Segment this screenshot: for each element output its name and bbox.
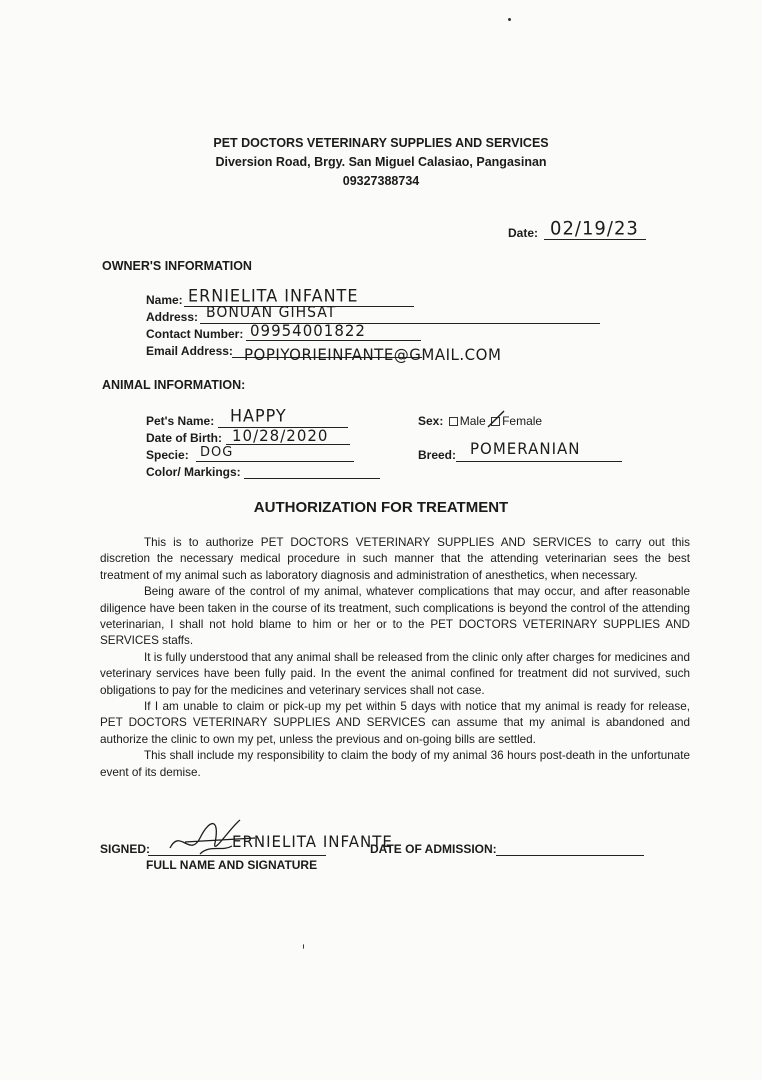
company-address: Diversion Road, Brgy. San Miguel Calasiao, Pangasinan xyxy=(215,155,547,169)
owner-email-label: Email Address: xyxy=(146,344,233,358)
authorization-title: AUTHORIZATION FOR TREATMENT xyxy=(253,499,509,516)
specie-label: Specie: xyxy=(146,448,189,462)
date-of-admission-label: DATE OF ADMISSION: xyxy=(370,842,497,856)
pet-name-value: HAPPY xyxy=(230,405,287,426)
owner-address-value: BONUAN GIHSAT xyxy=(206,304,337,322)
authorization-paragraph: This is to authorize PET DOCTORS VETERINARY SUPPLIES AND SERVICES to carry out this discretion the necessary medical procedure in such manner that the attending veterinarian sees the best treatment of my animal such as laboratory diagnosis and administration of anesthetics, when necessary. xyxy=(100,536,690,582)
signed-name-value: ERNIELITA INFANTE xyxy=(232,832,393,852)
owner-name-label: Name: xyxy=(146,293,183,307)
scan-speck xyxy=(508,18,511,21)
authorization-paragraph: This shall include my responsibility to claim the body of my animal 36 hours post-death in the unfortunate event of its demise. xyxy=(100,749,690,779)
date-label: Date: xyxy=(508,226,539,240)
sex-field xyxy=(418,414,542,428)
specie-line xyxy=(196,461,354,462)
dob-value: 10/28/2020 xyxy=(232,426,329,446)
specie-value: DOG xyxy=(200,444,234,461)
authorization-paragraph: If I am unable to claim or pick-up my pet within 5 days with notice that my animal is ready for release, PET DOCTORS VETERINARY SUPPLIES AND SERVICES can assume that my animal is abandoned and authorize the clinic to own my pet, unless the previous and on-going bills are settled. xyxy=(100,700,690,746)
breed-label: Breed: xyxy=(418,448,457,462)
date-value: 02/19/23 xyxy=(550,217,639,240)
signed-label: SIGNED: xyxy=(100,842,151,856)
color-markings-line xyxy=(244,478,380,479)
color-markings-label: Color/ Markings: xyxy=(146,465,241,479)
female-check-mark-icon xyxy=(485,408,507,430)
dob-label: Date of Birth: xyxy=(146,431,222,445)
company-phone: 09327388734 xyxy=(342,174,420,188)
female-option-label: Female xyxy=(502,414,543,428)
male-checkbox[interactable] xyxy=(449,417,458,426)
breed-value: POMERANIAN xyxy=(470,439,581,459)
breed-line xyxy=(456,461,622,462)
authorization-paragraph: It is fully understood that any animal shall be released from the clinic only after charges for medicines and veterinary services have been fully paid. In the event the animal confined for treatment did not survived, such obligations to pay for the medicines and veterinary services shall not case. xyxy=(100,650,690,697)
pet-name-label: Pet's Name: xyxy=(146,414,215,428)
owner-address-label: Address: xyxy=(146,310,199,324)
company-name: PET DOCTORS VETERINARY SUPPLIES AND SERVICES xyxy=(213,136,549,150)
animal-section-heading: ANIMAL INFORMATION: xyxy=(102,378,246,392)
date-of-admission-line xyxy=(496,855,644,856)
scan-speck xyxy=(303,944,304,949)
owner-name-value: ERNIELITA INFANTE xyxy=(188,285,359,306)
owner-contact-value: 09954001822 xyxy=(250,321,366,341)
owner-section-heading: OWNER'S INFORMATION xyxy=(102,259,252,273)
signature-caption: FULL NAME AND SIGNATURE xyxy=(146,858,318,872)
owner-email-value: POPIYORIEINFANTE@GMAIL.COM xyxy=(244,345,502,365)
sex-label: Sex: xyxy=(418,414,444,428)
male-option-label: Male xyxy=(459,414,486,428)
owner-contact-label: Contact Number: xyxy=(146,327,244,341)
authorization-paragraph: Being aware of the control of my animal, whatever complications that may occur, and after reasonable diligence have been taken in the course of its treatment, such complications is beyond the control of the attending veterinarian, I shall not hold blame to him or her or to the PET DOCTORS VETERINARY SUPPLIES AND SERVICES staffs. xyxy=(100,585,690,648)
authorization-body xyxy=(100,535,690,781)
